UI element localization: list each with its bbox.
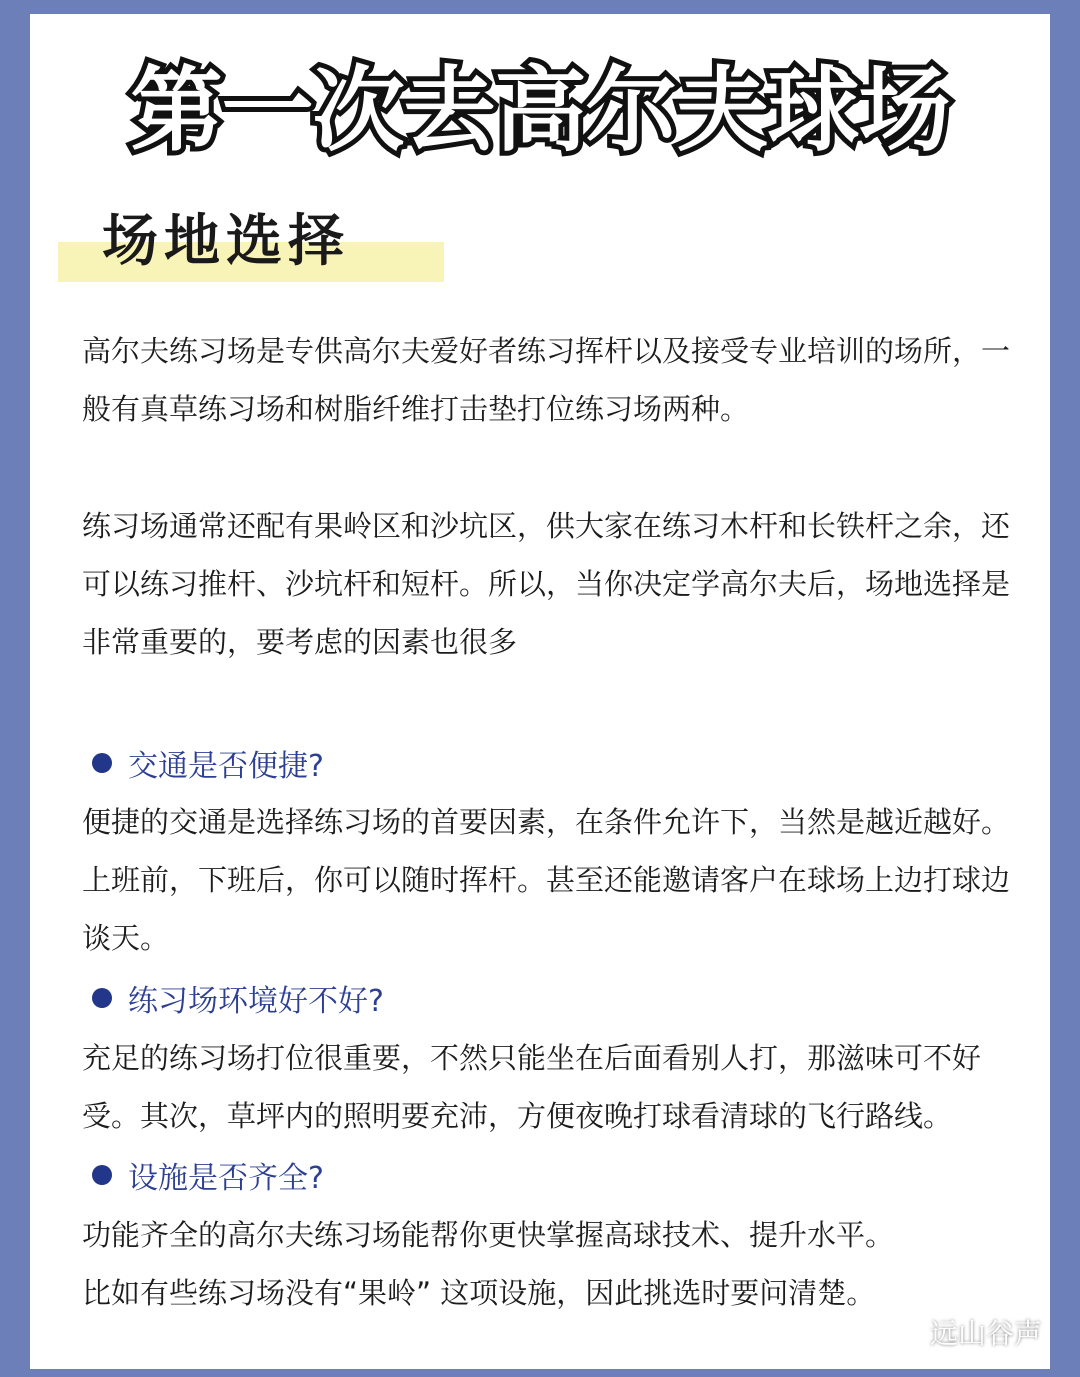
- point-heading-text: 练习场环境好不好?: [128, 984, 384, 1019]
- point-body-transport: 便捷的交通是选择练习场的首要因素，在条件允许下，当然是越近越好。上班前，下班后，你可以随时挥杆。甚至还能邀请客户在球场上边打球边谈天。: [82, 805, 1011, 955]
- bullet-dot-icon: [92, 753, 112, 773]
- point-heading-text: 设施是否齐全?: [128, 1161, 324, 1196]
- intro-paragraph-1: 高尔夫练习场是专供高尔夫爱好者练习挥杆以及接受专业培训的场所，一般有真草练习场和树脂纤维打击垫打位练习场两种。: [82, 334, 1011, 426]
- wechat-icon: [882, 1317, 922, 1347]
- page-title: 第一次去高尔夫球场: [130, 57, 950, 164]
- point-heading-environment: [92, 978, 384, 1018]
- bullet-dot-icon: [92, 1165, 112, 1185]
- bullet-dot-icon: [92, 988, 112, 1008]
- point-body-facilities-line-1: 功能齐全的高尔夫练习场能帮你更快掌握高球技术、提升水平。: [82, 1218, 895, 1252]
- point-body-environment: 充足的练习场打位很重要，不然只能坐在后面看别人打，那滋味可不好受。其次，草坪内的照明要充沛，方便夜晚打球看清球的飞行路线。: [82, 1041, 982, 1133]
- point-heading-transport: [92, 743, 324, 783]
- section-heading: [58, 206, 444, 282]
- point-heading-text: 交通是否便捷?: [128, 749, 324, 784]
- point-body-facilities-line-2: 比如有些练习场没有“果岭” 这项设施，因此挑选时要问清楚。: [82, 1276, 876, 1310]
- watermark: [882, 1312, 1042, 1352]
- watermark-text: 远山谷声: [929, 1317, 1042, 1350]
- intro-paragraph-2: 练习场通常还配有果岭区和沙坑区，供大家在练习木杆和长铁杆之余，还可以练习推杆、沙坑杆和短杆。所以，当你决定学高尔夫后，场地选择是非常重要的，要考虑的因素也很多: [82, 509, 1011, 659]
- point-heading-facilities: [92, 1155, 324, 1195]
- section-heading-text: 场地选择: [102, 209, 350, 274]
